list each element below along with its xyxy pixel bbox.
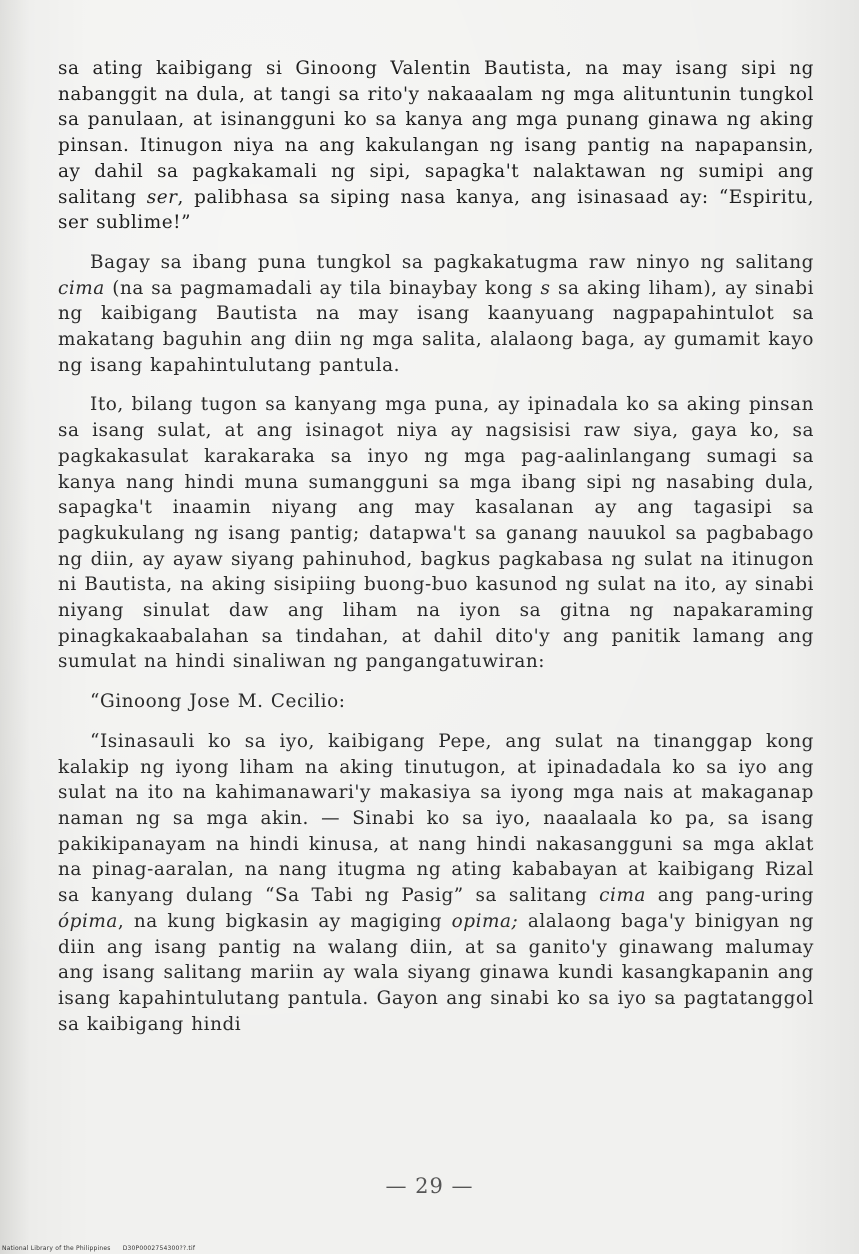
paragraph-5-italic-opima: opima;	[451, 910, 519, 932]
page-body	[58, 56, 814, 1051]
paragraph-2-text-a: Bagay sa ibang puna tungkol sa pagkakatugma raw ninyo ng salitang	[90, 251, 814, 273]
paragraph-5-text-c: ang pang-uring	[645, 885, 814, 907]
paragraph-1-text-a: sa ating kaibigang si Ginoong Valentin Bautista, na may isang sipi ng nabanggit na dula, at tangi sa rito'y nakaaalam ng mga alituntunin tungkol sa panulaan, at isinangguni ko sa kanya ang mga punang ginawa ng aking pinsan. Itinugon niya na ang kakulangan ng isang pantig na napapansin, ay dahil sa pagkakamali ng sipi, sapagka't nalaktawan ng sumipi ang salitang	[58, 58, 814, 208]
footer-code: D30P0002754300??.tif	[122, 1245, 196, 1252]
paragraph-5	[58, 729, 814, 1037]
page-number: — 29 —	[385, 1174, 474, 1198]
scan-footer	[2, 1245, 205, 1252]
footer-library: National Library of the Philippines	[2, 1245, 111, 1252]
paragraph-3: Ito, bilang tugon sa kanyang mga puna, ay ipinadala ko sa aking pinsan sa isang sulat, at ang isinagot niya ay nagsisisi raw siya, gaya ko, sa pagkakasulat karakaraka sa inyo ng mga pag-aalinlangang sumagi sa kanya nang hindi muna sumangguni sa mga ibang sipi ng nasabing dula, sapagka't inaamin niyang ang may kasalanan ay ang tagasipi sa pagkukulang ng isang pantig; datapwa't sa ganang nauukol sa pagbabago ng diin, ay ayaw siyang pahinuhod, bagkus pagkabasa ng sulat na itinugon ni Bautista, na aking sisipiing buong-buo kasunod ng sulat na ito, ay sinabi niyang sinulat daw ang liham na iyon sa gitna ng napakaraming pinagkakaabalahan sa tindahan, at dahil dito'y ang panitik lamang ang sumulat na hindi sinaliwan ng pangangatuwiran:	[58, 394, 814, 673]
paragraph-5-text-e: , na kung bigkasin ay magiging	[117, 910, 452, 932]
letter-salutation: “Ginoong Jose M. Cecilio:	[90, 691, 346, 713]
paragraph-1	[58, 56, 814, 236]
paragraph-1-text-c: , palibhasa sa siping nasa kanya, ang isinasaad ay: “Espiritu, ser sublime!”	[58, 186, 814, 234]
paragraph-2-text-e: sa aking liham), ay sinabi ng kaibigang Bautista na may isang kaanyuang nagpapahintulot sa makatang baguhin ang diin ng mga salita, alalaong baga, ay gumamit kayo ng isang kapahintulutang pantula.	[58, 277, 814, 376]
paragraph-2-text-c: (na sa pagmamadali ay tila binaybay kong	[104, 277, 541, 299]
paragraph-5-italic-cima: cima	[599, 885, 646, 907]
paragraph-2	[58, 250, 814, 379]
paragraph-2-italic-cima: cima	[58, 277, 105, 299]
paragraph-2-italic-s: s	[540, 277, 551, 299]
paragraph-5-text-a: “Isinasauli ko sa iyo, kaibigang Pepe, ang sulat na tinanggap kong kalakip ng iyong liham na aking tinutugon, at ipinadadala ko sa iyo ang sulat na ito na kahimanawari'y makasiya sa iyong mga nais at makaganap naman ng sa mga akin. — Sinabi ko sa iyo, naaalaala ko pa, sa isang pakikipanayam na hindi kinusa, at nang hindi nakasangguni sa mga aklat na pinag-aaralan, na nang itugma ng ating kababayan at kaibigang Rizal sa kanyang dulang “Sa Tabi ng Pasig” sa salitang	[58, 730, 814, 907]
paragraph-1-italic-ser: ser	[146, 186, 178, 208]
paragraph-5-text-g: alalaong baga'y binigyan ng diin ang isang pantig na walang diin, at sa ganito'y ginawang malumay ang isang salitang mariin ay wala siyang ginawa kundi kasangkapanin ang isang kapahintulutang pantula. Gayon ang sinabi ko sa iyo sa pagtatanggol sa kaibigang hindi	[58, 910, 814, 1035]
paragraph-5-italic-opima-accent: ópima	[58, 910, 118, 932]
